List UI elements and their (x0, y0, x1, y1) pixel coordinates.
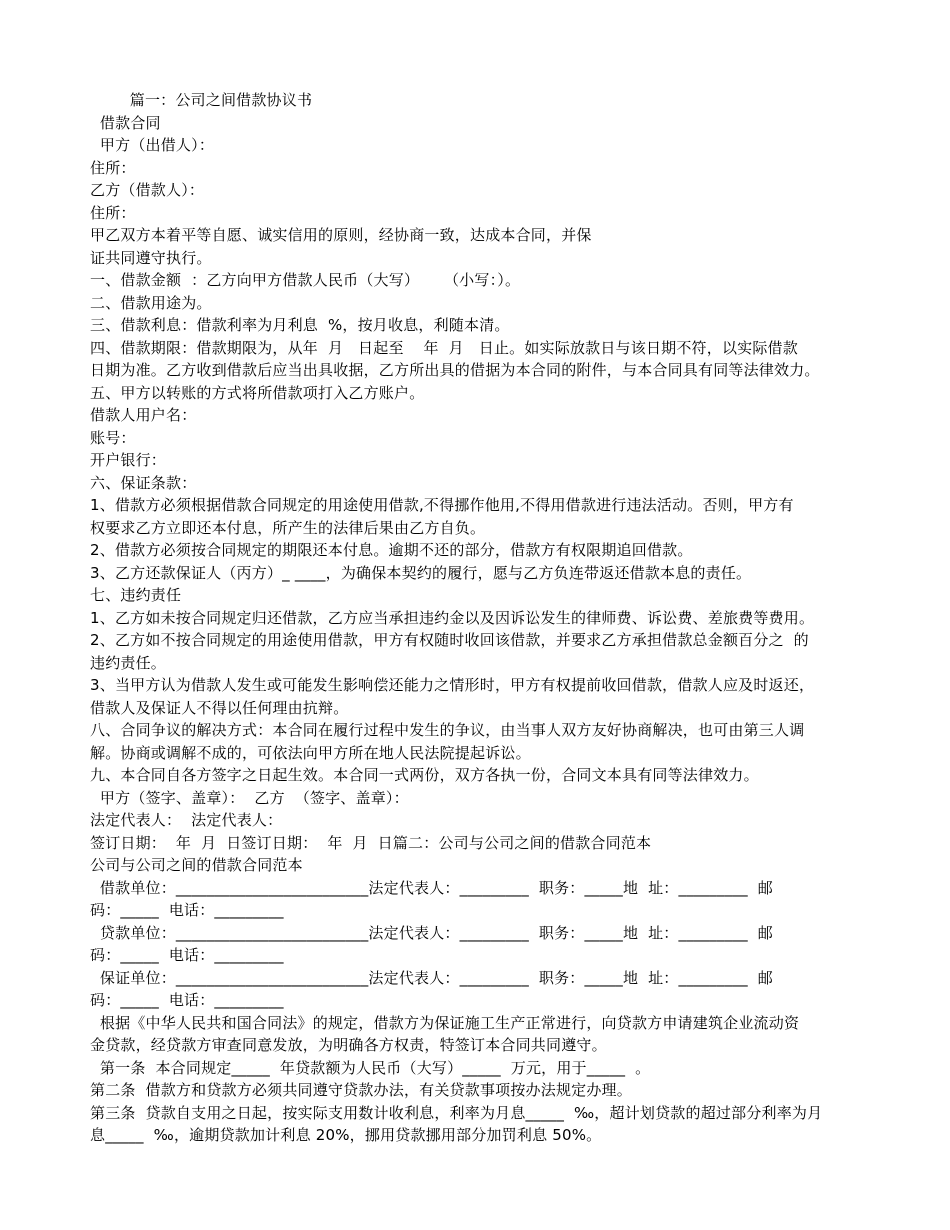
text-line: 三、借款利息：借款利率为月利息 %，按月收息，利随本清。 (90, 316, 510, 334)
document-body (90, 89, 865, 1147)
text-line: 开户银行： (90, 451, 167, 469)
text-line: 码：_____ 电话：_________ (90, 946, 284, 964)
text-line: 解。协商或调解不成的，可依法向甲方所在地人民法院提起诉讼。 (90, 743, 531, 762)
text-line: 违约责任。 (90, 653, 167, 672)
text-line: 签订日期： 年 月 日签订日期： 年 月 日篇二：公司与公司之间的借款合同范本 (90, 833, 652, 852)
text-line: 乙方（借款人）： (90, 181, 205, 199)
text-line: 六、保证条款： (90, 473, 197, 492)
text-line: 3、当甲方认为借款人发生或可能发生影响偿还能力之情形时，甲方有权提前收回借款，借款人应及时返还， (90, 676, 815, 694)
text-line: 息_____ ‰，逾期贷款加计利息 20%，挪用贷款挪用部分加罚利息 50%。 (90, 1126, 602, 1144)
text-line: 贷款单位：_________________________法定代表人：_________ 职务：_____地 址：_________ 邮 (90, 923, 773, 942)
text-line: 根据《中华人民共和国合同法》的规定，借款方为保证施工生产正常进行，向贷款方申请建筑企业流动资 (90, 1013, 800, 1032)
text-line: 日期为准。乙方收到借款后应当出具收据，乙方所出具的借据为本合同的附件，与本合同具有同等法律效力。 (90, 361, 820, 379)
text-line: 二、借款用途为。 (90, 293, 212, 312)
text-line: 1、借款方必须根据借款合同规定的用途使用借款,不得挪作他用,不得用借款进行违法活动。否则，甲方有 (90, 496, 794, 514)
text-line: 五、甲方以转账的方式将所借款项打入乙方账户。 (90, 383, 425, 402)
text-line: 借款合同 (90, 113, 161, 132)
text-line: 甲乙双方本着平等自愿、诚实信用的原则，经协商一致，达成本合同，并保 (90, 226, 592, 244)
text-line: 1、乙方如未按合同规定归还借款，乙方应当承担违约金以及因诉讼发生的律师费、诉讼费、差旅费等费用。 (90, 608, 815, 627)
text-line: 住所： (90, 203, 136, 222)
text-line: 金贷款，经贷款方审查同意发放，为明确各方权责，特签订本合同共同遵守。 (90, 1036, 607, 1054)
text-line: 借款单位：_________________________法定代表人：_________ 职务：_____地 址：_________ 邮 (90, 878, 773, 897)
text-line: 2、借款方必须按合同规定的期限还本付息。逾期不还的部分，借款方有权限期追回借款。 (90, 541, 693, 559)
text-line: 码：_____ 电话：_________ (90, 991, 284, 1009)
text-line: 甲方（签字、盖章）： 乙方 （签字、盖章）： (90, 788, 409, 807)
document-title: 篇一：公司之间借款协议书 (90, 91, 313, 109)
text-line: 第三条 贷款自支用之日起，按实际支用数计收利息，利率为月息_____ ‰，超计划贷款的超过部分利率为月 (90, 1103, 823, 1122)
text-line: 公司与公司之间的借款合同范本 (90, 856, 303, 874)
text-line: 第一条 本合同规定_____ 年贷款额为人民币（大写）_____ 万元，用于_____ 。 (90, 1058, 651, 1077)
text-line: 法定代表人： 法定代表人： (90, 811, 283, 829)
text-line: 保证单位：_________________________法定代表人：_________ 职务：_____地 址：_________ 邮 (90, 968, 773, 987)
text-line: 四、借款期限：借款期限为，从年 月 日起至 年 月 日止。如实际放款日与该日期不符，以实际借款 (90, 338, 798, 357)
text-line: 八、合同争议的解决方式：本合同在履行过程中发生的争议，由当事人双方友好协商解决，也可由第三人调 (90, 721, 805, 739)
text-line: 码：_____ 电话：_________ (90, 901, 284, 919)
text-line: 一、借款金额 ：乙方向甲方借款人民币（大写） （小写：）。 (90, 271, 521, 289)
text-line: 第二条 借款方和贷款方必须共同遵守贷款办法，有关贷款事项按办法规定办理。 (90, 1081, 632, 1099)
text-line: 借款人用户名： (90, 406, 197, 424)
text-line: 账号： (90, 428, 136, 447)
text-line: 住所： (90, 158, 136, 177)
text-line: 七、违约责任 (90, 586, 182, 604)
text-line: 九、本合同自各方签字之日起生效。本合同一式两份，双方各执一份，合同文本具有同等法律效力。 (90, 766, 759, 784)
text-line: 证共同遵守执行。 (90, 248, 212, 267)
text-line: 借款人及保证人不得以任何理由抗辩。 (90, 698, 349, 717)
text-line: 权要求乙方立即还本付息，所产生的法律后果由乙方自负。 (90, 518, 486, 537)
text-line: 3、乙方还款保证人（丙方）_ ____，为确保本契约的履行，愿与乙方负连带返还借款本息的责任。 (90, 563, 752, 582)
text-line: 甲方（出借人）： (90, 136, 215, 154)
text-line: 2、乙方如不按合同规定的用途使用借款，甲方有权随时收回该借款，并要求乙方承担借款总金额百分之 的 (90, 631, 809, 649)
